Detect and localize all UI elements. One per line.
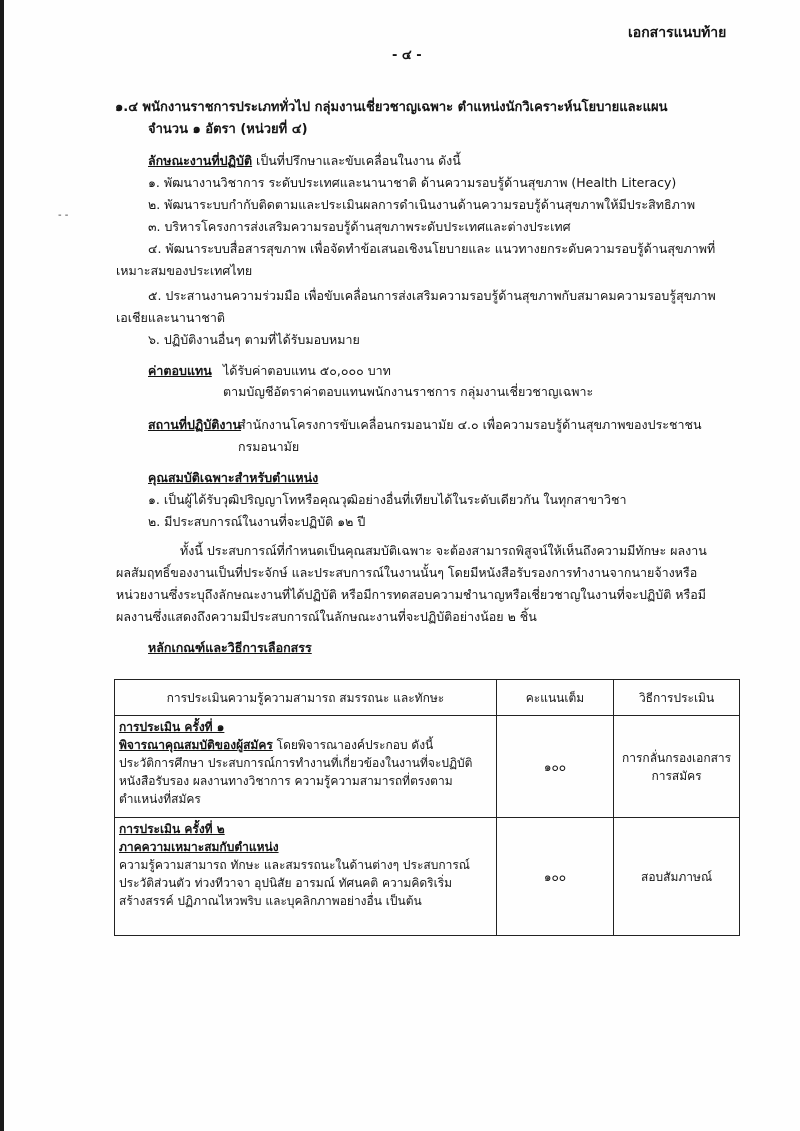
- job-nature-item: ๑. พัฒนางานวิชาการ ระดับประเทศและนานาชาติ ด้านความรอบรู้ด้านสุขภาพ (Health Literacy): [148, 175, 677, 190]
- full-score: ๑๐๐: [496, 716, 613, 818]
- qualification-item: ๑. เป็นผู้ได้รับวุฒิปริญญาโทหรือคุณวุฒิอย่างอื่นที่เทียบได้ในระดับเดียวกัน ในทุกสาขาวิชา: [148, 492, 627, 507]
- assessment-cell: [115, 716, 497, 818]
- table-row: [115, 716, 740, 818]
- job-nature-item-continuation: เอเชียและนานาชาติ: [116, 310, 226, 325]
- job-nature-label: ลักษณะงานที่ปฏิบัติ: [148, 153, 253, 168]
- table-header-row: [115, 680, 740, 716]
- section-subtitle: จำนวน ๑ อัตรา (หน่วยที่ ๔): [148, 122, 308, 137]
- job-nature-item: ๒. พัฒนาระบบกำกับติดตามและประเมินผลการดำเนินงานด้านความรอบรู้ด้านสุขภาพให้มีประสิทธิภาพ: [148, 197, 696, 212]
- assessment-method: สอบสัมภาษณ์: [614, 818, 740, 936]
- qualification-note-line: ผลสัมฤทธิ์ของงานเป็นที่ประจักษ์ และประสบการณ์ในงานนั้นๆ โดยมีหนังสือรับรองการทำงานจากนายจ้างหรือ: [116, 565, 698, 580]
- job-nature-item: ๕. ประสานงานความร่วมมือ เพื่อขับเคลื่อนการส่งเสริมความรอบรู้ด้านสุขภาพกับสมาคมความรอบรู้สุขภาพ: [148, 288, 716, 303]
- assessment-detail: ประวัติส่วนตัว ท่วงทีวาจา อุปนิสัย อารมณ์ ทัศนคติ ความคิดริเริ่ม: [119, 876, 453, 890]
- full-score: ๑๐๐: [496, 818, 613, 936]
- qualifications-label: คุณสมบัติเฉพาะสำหรับตำแหน่ง: [148, 470, 319, 485]
- job-nature-item: ๓. บริหารโครงการส่งเสริมความรอบรู้ด้านสุขภาพระดับประเทศและต่างประเทศ: [148, 219, 571, 234]
- assessment-detail: ตำแหน่งที่สมัคร: [119, 792, 201, 806]
- margin-mark: - -: [58, 210, 69, 221]
- job-nature-item-continuation: เหมาะสมของประเทศไทย: [116, 263, 253, 278]
- job-nature-item: ๔. พัฒนาระบบสื่อสารสุขภาพ เพื่อจัดทำข้อเสนอเชิงนโยบายและ แนวทางยกระดับความรอบรู้ด้านสุขภาพที่: [148, 241, 716, 256]
- assessment-detail: ความรู้ความสามารถ ทักษะ และสมรรถนะในด้านต่างๆ ประสบการณ์: [119, 858, 470, 872]
- assessment-topic-line: ภาคความเหมาะสมกับตำแหน่ง: [119, 840, 279, 854]
- compensation-amount: ได้รับค่าตอบแทน ๕๐,๐๐๐ บาท: [223, 363, 391, 378]
- compensation-basis: ตามบัญชีอัตราค่าตอบแทนพนักงานราชการ กลุ่มงานเชี่ยวชาญเฉพาะ: [223, 384, 594, 399]
- page-number: - ๔ -: [392, 48, 422, 63]
- assessment-detail: หนังสือรับรอง ผลงานทางวิชาการ ความรู้ความสามารถที่ตรงตาม: [119, 774, 453, 788]
- assessment-cell: [115, 818, 497, 936]
- section-title: ๑.๔ พนักงานราชการประเภททั่วไป กลุ่มงานเชี่ยวชาญเฉพาะ ตำแหน่งนักวิเคราะห์นโยบายและแผน: [115, 100, 668, 115]
- header-assessment: การประเมินความรู้ความสามารถ สมรรถนะ และทักษะ: [115, 680, 497, 716]
- qualification-note-line: ผลงานซึ่งแสดงถึงความมีประสบการณ์ในลักษณะงานที่จะปฏิบัติอย่างน้อย ๒ ชิ้น: [116, 609, 537, 624]
- job-nature-intro: เป็นที่ปรึกษาและขับเคลื่อนในงาน ดังนี้: [252, 153, 461, 168]
- qualification-note-line: หน่วยงานซึ่งระบุถึงลักษณะงานที่ได้ปฏิบัติ หรือมีการทดสอบความชำนาญหรือเชี่ยวชาญในงานที่จะปฏิบัติ หรือมี: [116, 587, 707, 602]
- qualification-note-line: ทั้งนี้ ประสบการณ์ที่กำหนดเป็นคุณสมบัติเฉพาะ จะต้องสามารถพิสูจน์ให้เห็นถึงความมีทักษะ ผลงาน: [180, 543, 707, 558]
- header-method: วิธีการประเมิน: [614, 680, 740, 716]
- assessment-detail: ประวัติการศึกษา ประสบการณ์การทำงานที่เกี่ยวข้องในงานที่จะปฏิบัติ: [119, 756, 473, 770]
- assessment-round: การประเมิน ครั้งที่ ๒: [119, 822, 225, 836]
- workplace-office: สำนักงานโครงการขับเคลื่อนกรมอนามัย ๔.๐ เพื่อความรอบรู้ด้านสุขภาพของประชาชน: [238, 417, 702, 432]
- compensation-label: ค่าตอบแทน: [148, 363, 212, 378]
- scan-edge: [0, 0, 4, 1131]
- workplace-department: กรมอนามัย: [238, 439, 300, 454]
- selection-label: หลักเกณฑ์และวิธีการเลือกสรร: [148, 640, 312, 655]
- job-nature-heading: [148, 153, 461, 169]
- selection-criteria-table: [114, 679, 740, 936]
- workplace-label: สถานที่ปฏิบัติงาน: [148, 417, 242, 432]
- header-full-score: คะแนนเต็ม: [496, 680, 613, 716]
- assessment-method: การกลั่นกรองเอกสาร การสมัคร: [614, 716, 740, 818]
- qualification-item: ๒. มีประสบการณ์ในงานที่จะปฏิบัติ ๑๒ ปี: [148, 514, 366, 529]
- annex-label: เอกสารแนบท้าย: [628, 25, 727, 41]
- table-row: [115, 818, 740, 936]
- assessment-topic-line: พิจารณาคุณสมบัติของผู้สมัคร โดยพิจารณาองค์ประกอบ ดังนี้: [119, 738, 434, 752]
- assessment-detail: สร้างสรรค์ ปฏิภาณไหวพริบ และบุคลิกภาพอย่างอื่น เป็นต้น: [119, 894, 422, 908]
- assessment-round: การประเมิน ครั้งที่ ๑: [119, 720, 225, 734]
- job-nature-item: ๖. ปฏิบัติงานอื่นๆ ตามที่ได้รับมอบหมาย: [148, 332, 360, 347]
